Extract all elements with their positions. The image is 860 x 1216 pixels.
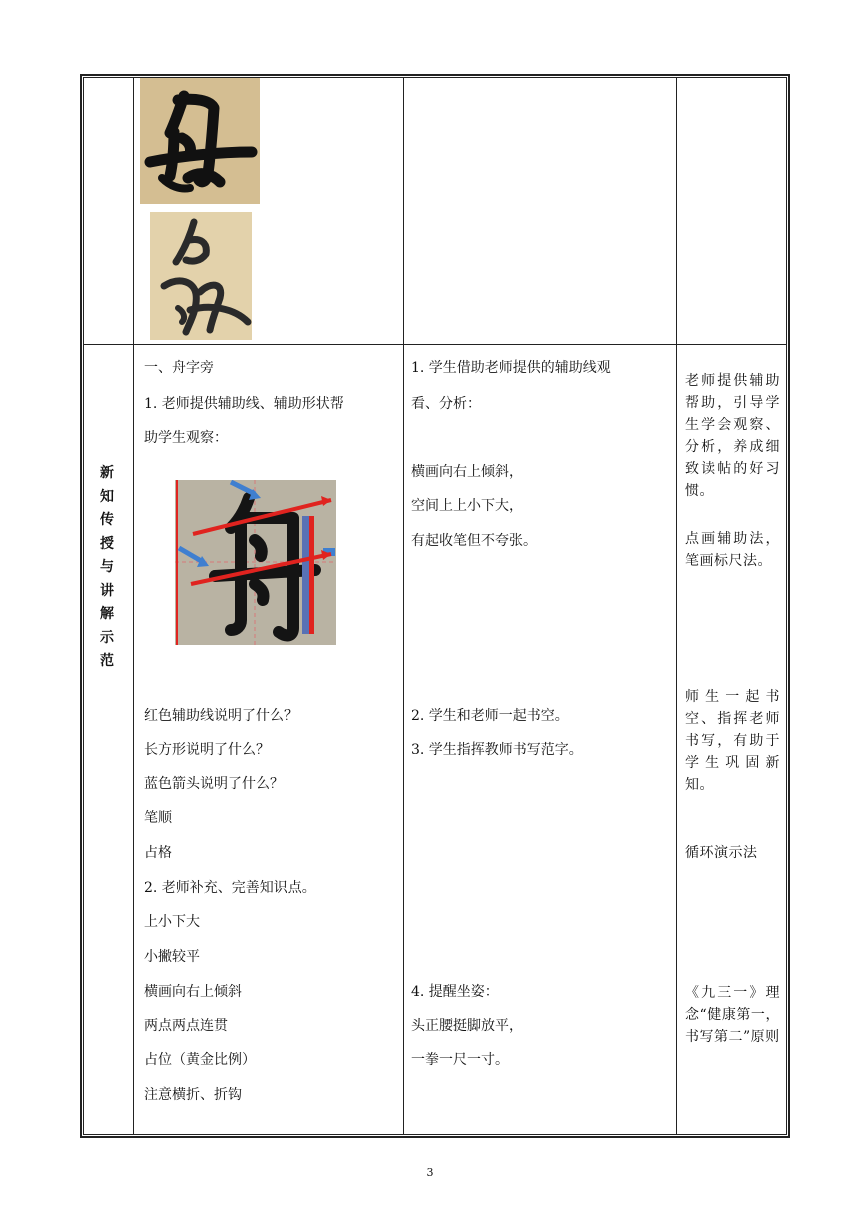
row-divider (83, 344, 787, 345)
point-item: 两点两点连贯 (144, 1018, 228, 1034)
student-step3: 3. 学生指挥教师书写范字。 (411, 742, 583, 758)
teacher-step1-cont: 助学生观察： (144, 430, 228, 446)
student-step2: 2. 学生和老师一起书空。 (411, 708, 569, 724)
student-step4: 4. 提醒坐姿： (411, 984, 499, 1000)
section-label-char: 讲 (100, 582, 114, 599)
point-item: 占位（黄金比例） (144, 1052, 256, 1068)
zhou-guide-diagram (175, 480, 336, 645)
point-item: 横画向右上倾斜 (144, 984, 242, 1000)
point-item: 小撇较平 (144, 949, 200, 965)
section-label-char: 授 (100, 535, 114, 552)
column-divider (676, 77, 677, 1135)
calligraphy-zhou-cursive-1 (140, 78, 260, 204)
section-label-char: 与 (100, 559, 114, 575)
student-observation: 横画向右上倾斜， (411, 464, 523, 480)
intent-note: 老师提供辅助帮助，引导学生学会观察、分析，养成细致读帖的好习惯。 (685, 373, 780, 499)
question-blue-arrows: 蓝色箭头说明了什么？ (144, 776, 284, 792)
section-label-char: 示 (100, 629, 114, 646)
calligraphy-image-1 (140, 78, 260, 204)
column-divider (403, 77, 404, 1135)
guide-diagram (175, 480, 336, 645)
question-red-lines: 红色辅助线说明了什么？ (144, 708, 298, 724)
calligraphy-zhou-cursive-2 (150, 212, 252, 340)
answer-stroke-order: 笔顺 (144, 810, 172, 826)
point-item: 上小下大 (144, 914, 200, 930)
section-label (96, 462, 118, 674)
page-number: 3 (426, 1166, 434, 1179)
section-label-char: 新 (100, 465, 114, 481)
teacher-step1: 1. 老师提供辅助线、辅助形状帮 (144, 396, 344, 412)
student-observation: 有起收笔但不夸张。 (411, 533, 537, 549)
answer-grid-position: 占格 (144, 845, 172, 861)
question-rectangle: 长方形说明了什么？ (144, 742, 270, 758)
student-step1-cont: 看、分析： (411, 396, 481, 412)
teacher-heading: 一、舟字旁 (144, 360, 214, 376)
posture-line: 头正腰挺脚放平， (411, 1018, 523, 1034)
posture-line: 一拳一尺一寸。 (411, 1052, 509, 1068)
student-step1: 1. 学生借助老师提供的辅助线观 (411, 360, 611, 376)
intent-note: 循环演示法 (685, 845, 758, 861)
column-divider (133, 77, 134, 1135)
section-label-char: 解 (100, 606, 114, 622)
section-label-char: 范 (100, 653, 114, 669)
section-label-char: 知 (100, 488, 114, 505)
intent-note: 师生一起书空、指挥老师书写，有助于学生巩固新知。 (685, 689, 780, 793)
section-label-char: 传 (100, 512, 114, 528)
calligraphy-image-2 (150, 212, 252, 340)
point-item: 注意横折、折钩 (144, 1087, 242, 1103)
student-observation: 空间上上小下大， (411, 498, 523, 514)
intent-note: 点画辅助法，笔画标尺法。 (685, 531, 780, 569)
intent-note: 《九三一》理念“健康第一，书写第二”原则 (685, 985, 780, 1045)
teacher-step2: 2. 老师补充、完善知识点。 (144, 880, 316, 896)
